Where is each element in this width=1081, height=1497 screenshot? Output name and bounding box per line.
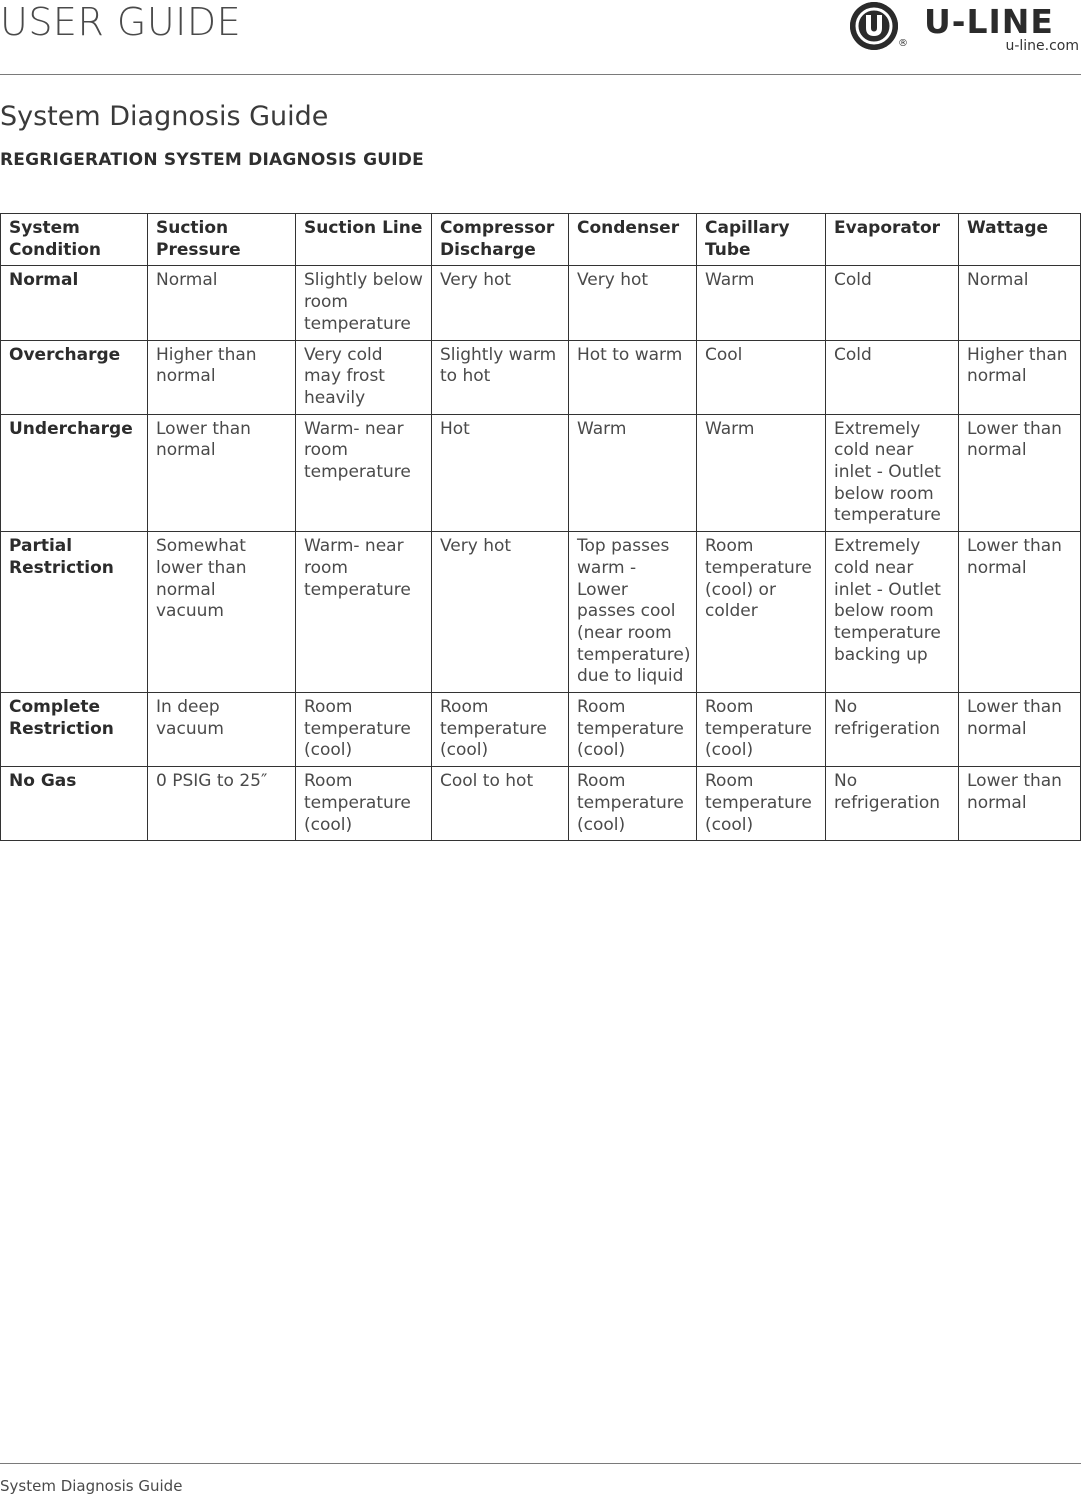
table-cell: Room temperature (cool) <box>697 767 826 841</box>
table-cell: Extremely cold near inlet - Outlet below room temperature backing up <box>826 532 959 693</box>
table-cell: Warm- near room temperature <box>296 414 432 532</box>
table-cell: Very hot <box>432 266 569 340</box>
table-cell: Cool <box>697 340 826 414</box>
table-cell: Lower than normal <box>148 414 296 532</box>
table-cell: In deep vacuum <box>148 693 296 767</box>
table-cell: Cool to hot <box>432 767 569 841</box>
column-header: Evaporator <box>826 214 959 266</box>
section-title: REGRIGERATION SYSTEM DIAGNOSIS GUIDE <box>0 150 424 170</box>
condition-cell: Complete Restriction <box>1 693 148 767</box>
footer-divider <box>0 1463 1081 1464</box>
table-row <box>1 340 1081 414</box>
table-cell: Room temperature (cool) <box>296 767 432 841</box>
condition-cell: No Gas <box>1 767 148 841</box>
table-cell: Slightly below room temperature <box>296 266 432 340</box>
table-cell: Lower than normal <box>959 414 1081 532</box>
table-cell: Warm- near room temperature <box>296 532 432 693</box>
table-cell: Warm <box>569 414 697 532</box>
table-cell: Cold <box>826 340 959 414</box>
table-cell: Very hot <box>432 532 569 693</box>
page-header <box>0 0 1081 75</box>
table-cell: Somewhat lower than normal vacuum <box>148 532 296 693</box>
table-cell: Room temperature (cool) <box>432 693 569 767</box>
u-line-logo-icon <box>850 2 898 50</box>
brand-url: u-line.com <box>1005 38 1079 54</box>
table-cell: No refrigeration <box>826 693 959 767</box>
diagnosis-table <box>0 213 1081 841</box>
column-header: Compressor Discharge <box>432 214 569 266</box>
table-cell: Lower than normal <box>959 767 1081 841</box>
table-cell: Normal <box>148 266 296 340</box>
table-cell: Warm <box>697 266 826 340</box>
table-cell: Room temperature (cool) <box>697 693 826 767</box>
table-cell: Very hot <box>569 266 697 340</box>
table-cell: Very cold may frost heavily <box>296 340 432 414</box>
brand-logo <box>848 0 1081 60</box>
table-cell: Hot to warm <box>569 340 697 414</box>
table-header-row <box>1 214 1081 266</box>
column-header: System Condition <box>1 214 148 266</box>
table-row <box>1 266 1081 340</box>
table-cell: Room temperature (cool) <box>569 767 697 841</box>
table-cell: Higher than normal <box>959 340 1081 414</box>
table-row <box>1 532 1081 693</box>
table-cell: Normal <box>959 266 1081 340</box>
table-cell: No refrigeration <box>826 767 959 841</box>
table-cell: Slightly warm to hot <box>432 340 569 414</box>
brand-wordmark: U-LINE <box>924 2 1054 41</box>
column-header: Suction Line <box>296 214 432 266</box>
table-row <box>1 414 1081 532</box>
column-header: Wattage <box>959 214 1081 266</box>
table-cell: Cold <box>826 266 959 340</box>
table-cell: Lower than normal <box>959 532 1081 693</box>
page-title: System Diagnosis Guide <box>0 101 329 132</box>
condition-cell: Normal <box>1 266 148 340</box>
column-header: Condenser <box>569 214 697 266</box>
table-cell: Lower than normal <box>959 693 1081 767</box>
table-cell: Warm <box>697 414 826 532</box>
column-header: Capillary Tube <box>697 214 826 266</box>
table-cell: 0 PSIG to 25″ <box>148 767 296 841</box>
registered-mark: ® <box>898 38 908 49</box>
condition-cell: Overcharge <box>1 340 148 414</box>
table-cell: Hot <box>432 414 569 532</box>
document-type-title: USER GUIDE <box>0 0 242 44</box>
column-header: Suction Pressure <box>148 214 296 266</box>
table-cell: Room temperature (cool) or colder <box>697 532 826 693</box>
condition-cell: Undercharge <box>1 414 148 532</box>
table-cell: Room temperature (cool) <box>569 693 697 767</box>
table-cell: Room temperature (cool) <box>296 693 432 767</box>
table-cell: Higher than normal <box>148 340 296 414</box>
table-row <box>1 693 1081 767</box>
table-cell: Extremely cold near inlet - Outlet below room temperature <box>826 414 959 532</box>
table-cell: Top passes warm - Lower passes cool (near room temperature) due to liquid <box>569 532 697 693</box>
condition-cell: Partial Restriction <box>1 532 148 693</box>
table-row <box>1 767 1081 841</box>
footer-title: System Diagnosis Guide <box>0 1477 183 1495</box>
